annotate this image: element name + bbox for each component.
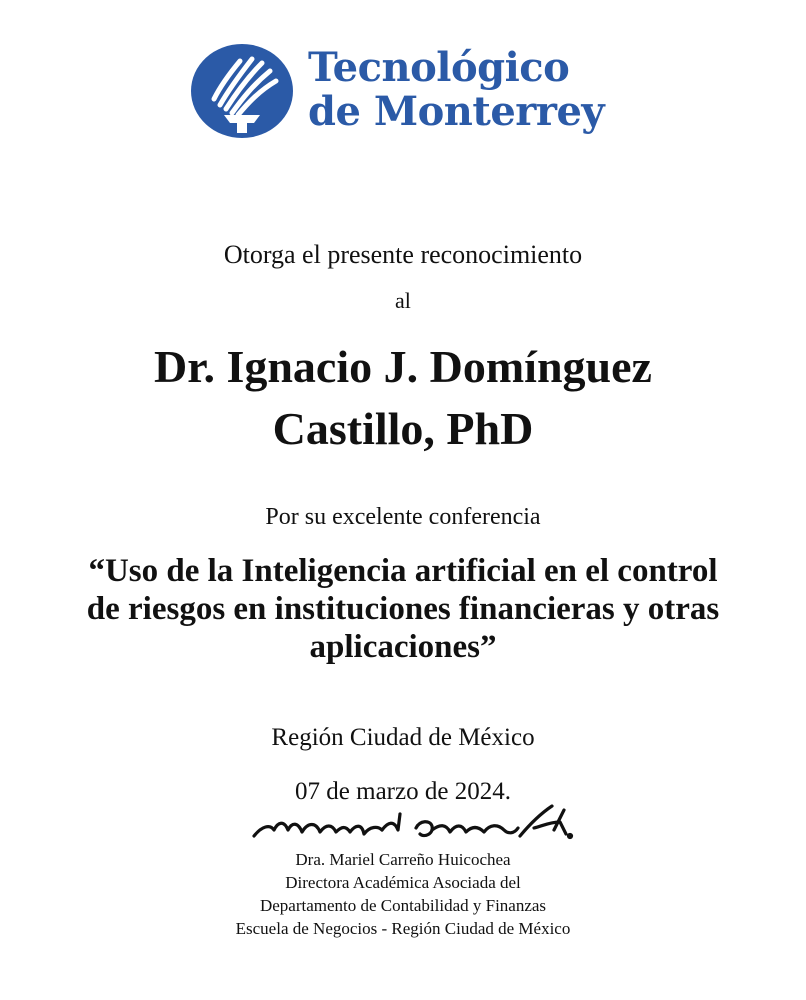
recipient-name [0, 336, 806, 460]
signer-name: Dra. Mariel Carreño Huicochea [295, 850, 511, 869]
institution-name-line2: de Monterrey [308, 88, 605, 135]
institution-name-line1: Tecnológico [308, 44, 570, 91]
talk-title-line3: aplicaciones” [309, 629, 497, 665]
institution-logo [190, 40, 610, 145]
signer-title-line3: Escuela de Negocios - Región Ciudad de México [235, 919, 571, 938]
signer-title-line2: Departamento de Contabilidad y Finanzas [259, 896, 547, 915]
talk-title [0, 552, 806, 666]
region-text: Región Ciudad de México [271, 724, 535, 751]
reason-text: Por su excelente conferencia [265, 504, 541, 530]
signer-block [0, 848, 806, 940]
institution-name [308, 46, 604, 134]
talk-title-line1: “Uso de la Inteligencia artificial en el control [88, 553, 718, 589]
date-text: 07 de marzo de 2024. [295, 778, 511, 805]
recipient-name-line2: Castillo, PhD [272, 403, 534, 454]
torch-logo-icon [190, 43, 294, 139]
signer-title-line1: Directora Académica Asociada del [285, 873, 521, 892]
talk-title-line2: de riesgos en instituciones financieras y otras [86, 591, 720, 627]
connector-text: al [395, 288, 411, 313]
recipient-name-line1: Dr. Ignacio J. Domínguez [154, 341, 652, 392]
intro-text: Otorga el presente reconocimiento [223, 240, 583, 269]
handwritten-signature [248, 800, 578, 850]
